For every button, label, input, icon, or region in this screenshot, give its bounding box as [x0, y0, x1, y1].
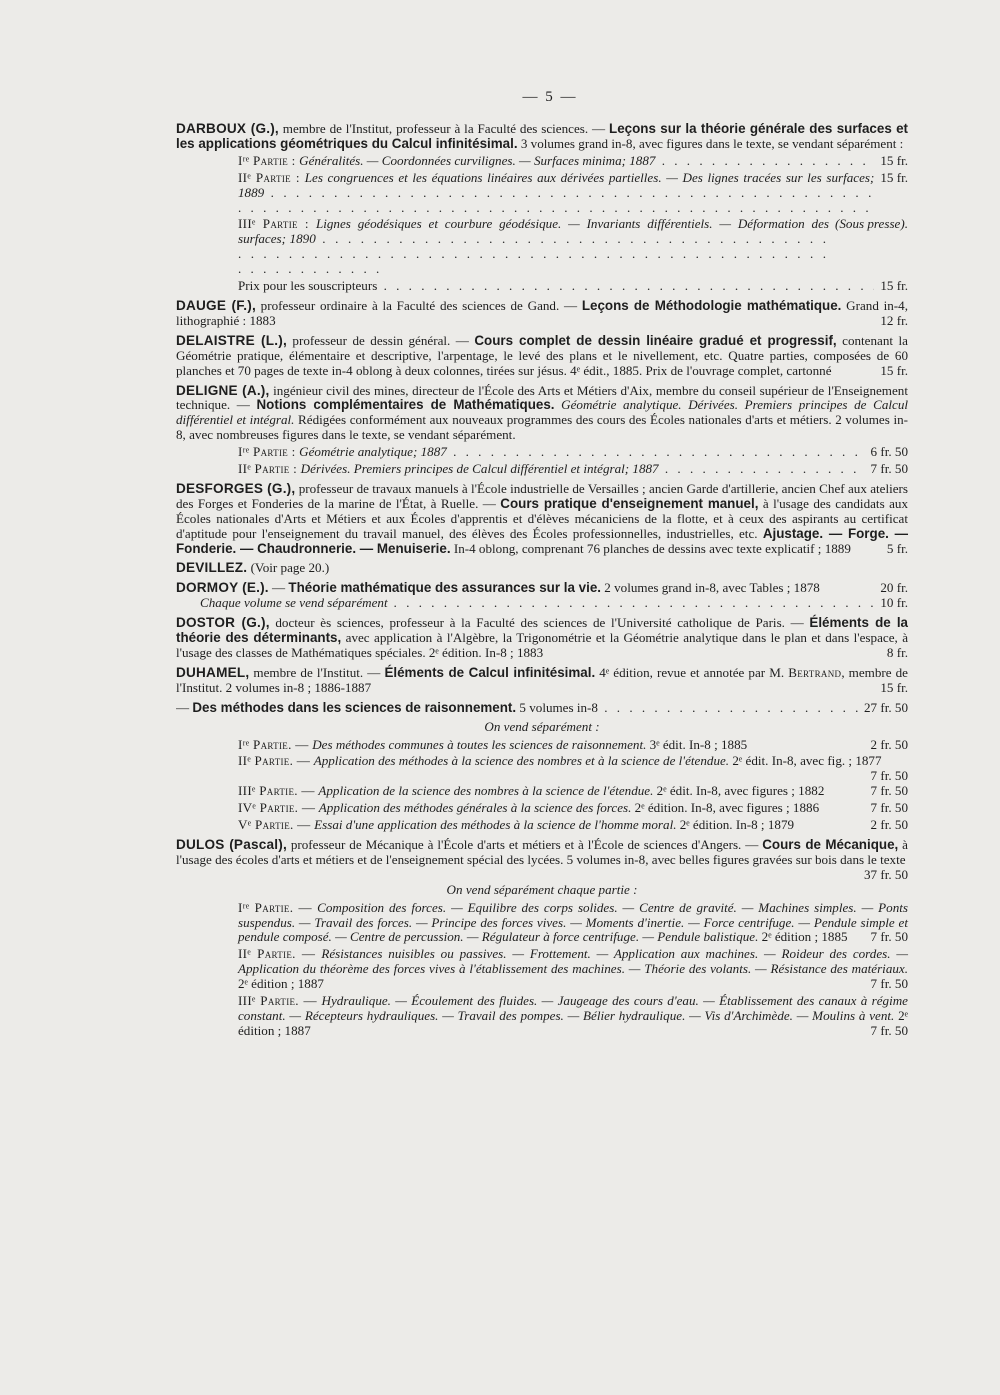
entry-part [176, 171, 908, 216]
subscribers-price: 15 fr. [880, 278, 908, 294]
part-text: Résistances nuisibles ou passives. — Frottement. — Application aux machines. — Roideur des cordes. — Application du théorème des forces vives à l'établissement des machines. — Théorie des volants. — Résistance des matériaux. [238, 946, 908, 977]
part-price: 7 fr. 50 [870, 461, 908, 477]
part-label: IIIᵉ Partie. — [238, 783, 319, 799]
entry-desc-italic: Géométrie analytique. Dérivées. Premiers principes de Calcul différentiel et intégral. [176, 397, 909, 428]
entry-desc: 4ᵉ édition, revue et annotée par M. [595, 664, 789, 680]
entry-desc: 5 volumes in-8 [516, 700, 598, 715]
entry-title: Leçons de Méthodologie mathématique. [581, 297, 842, 313]
part-label: IIIᵉ Partie. — [238, 993, 322, 1009]
subscribers-label: Prix pour les souscripteurs . . . [238, 279, 874, 294]
entry-author: DELIGNE (A.), [176, 382, 270, 398]
entry-darboux [176, 122, 908, 294]
entry-intro: docteur ès sciences, professeur à la Faculté des sciences de l'Université catholique de Paris. — [269, 615, 810, 631]
subscribers-line [176, 279, 908, 294]
entry-delaistre [176, 334, 908, 379]
part-label: IIᵉ Partie. — [238, 753, 314, 769]
entry-title: Cours pratique d'enseignement manuel, [500, 495, 759, 511]
entry-desc-2: In-4 oblong, comprenant 76 planches de dessins avec texte explicatif ; 1889 [450, 540, 851, 556]
part-text: Géométrie analytique; 1887 [299, 445, 447, 460]
part-extra: 2ᵉ édit. In-8, avec figures ; 1882 [653, 783, 825, 799]
part-price: (Sous presse). [835, 216, 908, 232]
entry-part [176, 753, 908, 784]
entry-desc: à l'usage des écoles d'arts et métiers et de l'enseignement spécial des lycées. 5 volumes in-8, avec belles figures gravées sur bois dans le texte [176, 836, 908, 867]
entry-duhamel-methods [176, 701, 908, 833]
part-price: 7 fr. 50 [870, 800, 908, 816]
entry-intro: professeur de Mécanique à l'École d'arts et métiers et à l'École de sciences d'Angers. — [286, 836, 763, 852]
entry-author: DELAISTRE (L.), [176, 332, 287, 348]
entry-desc: contenant la Géométrie pratique, élémentaire et descriptive, l'arpentage, le levé des plans et le nivellement, etc. Quatre parties, composées de 60 planches et 70 pages de texte in-4 oblong à deux colonnes, tirées sur jésus. 4ᵉ édit., 1885. Prix de l'ouvrage complet, cartonné [176, 332, 908, 378]
entry-duhamel [176, 666, 908, 696]
part-extra: 2ᵉ édition. In-8 ; 1879 [676, 817, 795, 833]
part-price: 7 fr. 50 [870, 976, 908, 992]
entry-part [176, 901, 908, 946]
entry-title: Leçons sur la théorie générale des surfaces et les applications géométriques du Calcul infinitésimal. [176, 121, 909, 151]
part-text: Les congruences et les équations linéaires aux dérivées partielles. — Des lignes tracées sur les surfaces; 1889 [238, 170, 875, 200]
entry-title: Des méthodes dans les sciences de raisonnement. [192, 700, 517, 715]
entry-subline [176, 596, 908, 611]
part-price: 7 fr. 50 [870, 929, 908, 945]
part-price: 2 fr. 50 [870, 817, 908, 833]
entry-title-2: Ajustage. — Forge. — Fonderie. — Chaudronnerie. — Menuiserie. [176, 525, 908, 556]
part-price: 15 fr. [880, 152, 908, 168]
part-text: Essai d'une application des méthodes à la science de l'homme moral. [314, 817, 677, 833]
entry-price: 5 fr. [886, 540, 908, 556]
part-text: Application de la science des nombres à la science de l'étendue. [318, 783, 654, 799]
entry-intro: (Voir page 20.) [247, 560, 330, 576]
entry-desc-smallcaps: Bertrand [788, 664, 842, 680]
entry-desforges [176, 482, 908, 557]
part-text: Lignes géodésiques et courbure géodésique. — Invariants différentiels. — Déformation des surfaces; 1890 [238, 217, 830, 247]
part-text: Application des méthodes générales à la science des forces. [318, 800, 632, 816]
entry-title: Théorie mathématique des assurances sur la vie. [288, 580, 602, 596]
entry-desc: 2 volumes grand in-8, avec Tables ; 1878 [601, 580, 820, 596]
entry-author: DOSTOR (G.), [176, 615, 270, 631]
subline-text: Chaque volume se vend séparément . . . [200, 596, 874, 611]
entry-title: Notions complémentaires de Mathématiques. [256, 397, 555, 413]
entry-price: 20 fr. [880, 580, 908, 596]
entry-dostor [176, 616, 908, 661]
part-label: IIᵉ Partie. — [238, 946, 322, 962]
page-number: — 5 — [522, 89, 578, 105]
entry-author: DEVILLEZ. [176, 560, 248, 576]
entry-author: DULOS (Pascal), [176, 836, 287, 852]
part-label: IIᵉ Partie : [238, 170, 305, 185]
entry-title: Éléments de la théorie des déterminants, [176, 615, 908, 646]
entry-desc: avec application à l'Algèbre, la Trigonométrie et la Géométrie analytique dans le plan et dans l'espace, à l'usage des classes de Mathématiques spéciales. 2ᵉ édition. In-8 ; 1883 [176, 630, 909, 660]
part-price: 7 fr. 50 [870, 768, 908, 784]
entry-part [176, 947, 908, 992]
part-extra: 2ᵉ édition ; 1885 [758, 929, 848, 945]
entry-author: DAUGE (F.), [176, 297, 256, 313]
separate-heading: On vend séparément chaque partie : [446, 881, 638, 897]
part-extra: 2ᵉ édition. In-8, avec figures ; 1886 [631, 800, 820, 816]
entry-intro: professeur de dessin général. — [286, 332, 475, 348]
catalog-entries [176, 122, 908, 1044]
entry-price: 15 fr. [880, 679, 908, 695]
entry-intro: professeur ordinaire à la Faculté des sciences de Gand. — [255, 297, 582, 313]
part-label: Iʳᵉ Partie. — [238, 899, 318, 915]
part-extra: 2ᵉ édit. In-8, avec fig. ; 1877 [729, 753, 882, 769]
entry-price: 12 fr. [880, 312, 908, 328]
part-label: Iʳᵉ Partie. — [238, 736, 313, 752]
entry-price: 15 fr. [880, 362, 908, 378]
part-text: Généralités. — Coordonnées curvilignes. — Surfaces minima; 1887 [299, 153, 656, 168]
entry-part [176, 784, 908, 799]
entry-dormoy [176, 581, 908, 611]
part-label: IVᵉ Partie. — [238, 800, 319, 816]
entry-devillez [176, 561, 908, 576]
entry-desc: Rédigées conformément aux nouveaux programmes des cours des Écoles nationales d'arts et métiers. 2 volumes in-8, avec nombreuses figures dans le texte, se vendant séparément. [176, 412, 908, 443]
part-text: Hydraulique. — Écoulement des fluides. — Jaugeage des cours d'eau. — Établissement des canaux à régime constant. — Récepteurs hydrauliques. — Travail des pompes. — Bélier hydraulique. — Vis d'Archimède. — Moulins à vent. [238, 993, 908, 1023]
entry-intro: membre de l'Institut, professeur à la Faculté des sciences. — [278, 121, 610, 136]
entry-part [176, 801, 908, 816]
entry-dauge [176, 299, 908, 329]
entry-price: 27 fr. 50 [863, 699, 908, 715]
entry-part [176, 154, 908, 169]
entry-part [176, 738, 908, 753]
part-price: 15 fr. [880, 169, 908, 185]
entry-desc: Grand in-4, lithographié : 1883 [176, 297, 908, 328]
entry-intro: membre de l'Institut. — [249, 664, 385, 680]
part-extra: 2ᵉ édition ; 1887 [238, 1007, 908, 1038]
entry-intro: — [176, 700, 193, 715]
entry-intro: professeur de travaux manuels à l'École industrielle de Versailles ; ancien Garde d'artillerie, ancien Chef aux ateliers des Forges et Fonderies de la marine de l'État, à Ruelle. — [176, 480, 908, 511]
part-label: Iʳᵉ Partie : [238, 153, 300, 168]
part-text: Dérivées. Premiers principes de Calcul différentiel et intégral; 1887 [300, 462, 659, 477]
entry-price: 37 fr. 50 [863, 866, 908, 882]
part-extra: 2ᵉ édition ; 1887 [238, 976, 324, 992]
entry-author: DORMOY (E.). [176, 580, 269, 596]
part-price: 7 fr. 50 [870, 1022, 908, 1038]
part-label: IIIᵉ Partie : [238, 217, 316, 232]
entry-title: Cours de Mécanique, [762, 836, 899, 852]
entry-part [176, 994, 908, 1039]
entry-part [176, 445, 908, 460]
entry-title: Cours complet de dessin linéaire gradué et progressif, [474, 332, 837, 348]
entry-intro: ingénieur civil des mines, directeur de l'École des Arts et Métiers d'Aix, membre du conseil supérieur de l'Enseignement technique. — [176, 382, 908, 413]
part-label: Iʳᵉ Partie : [238, 445, 300, 460]
entry-part [176, 818, 908, 833]
entry-part [176, 217, 908, 277]
part-price: 7 fr. 50 [870, 783, 908, 799]
entry-title: Éléments de Calcul infinitésimal. [384, 664, 596, 680]
entry-author: DESFORGES (G.), [176, 480, 296, 496]
part-price: 6 fr. 50 [870, 444, 908, 460]
entry-desc: à l'usage des candidats aux Écoles nationales d'Arts et Métiers et aux Écoles d'apprentis et d'élèves mécaniciens de la flotte, et à ceux des aspirants au certificat d'aptitude pour l'enseignement du travail manuel, des élèves des Écoles professionnelles, industrielles, etc. [176, 495, 908, 541]
part-text: Composition des forces. — Equilibre des corps solides. — Centre de gravité. — Machines simples. — Ponts suspendus. — Travail des forces. — Principe des forces vives. — Moments d'inertie. — Force centrifuge. — Pendule simple et pendule composé. — Centre de percussion. — Régulateur à force centrifuge. — Pendule balistique. [238, 899, 908, 945]
part-text: Des méthodes communes à toutes les sciences de raisonnement. [312, 736, 647, 752]
entry-deligne [176, 384, 908, 477]
entry-author: DARBOUX (G.), [176, 121, 279, 136]
entry-part [176, 462, 908, 477]
part-label: Vᵉ Partie. — [238, 817, 315, 833]
entry-desc: 3 volumes grand in-8, avec figures dans le texte, se vendant séparément : [517, 135, 904, 151]
part-extra: 3ᵉ édit. In-8 ; 1885 [646, 736, 748, 752]
separate-heading: On vend séparément : [484, 718, 600, 734]
part-label: IIᵉ Partie : [238, 462, 301, 477]
subline-price: 10 fr. [880, 595, 908, 611]
part-price: 2 fr. 50 [870, 736, 908, 752]
entry-author: DUHAMEL, [176, 664, 250, 680]
entry-intro: — [268, 580, 289, 596]
entry-desc-2: , membre de l'Institut. 2 volumes in-8 ; 1886-1887 [176, 664, 908, 695]
entry-price: 8 fr. [886, 645, 908, 660]
part-text: Application des méthodes à la science des nombres et à la science de l'étendue. [313, 753, 730, 769]
entry-dulos [176, 838, 908, 1039]
